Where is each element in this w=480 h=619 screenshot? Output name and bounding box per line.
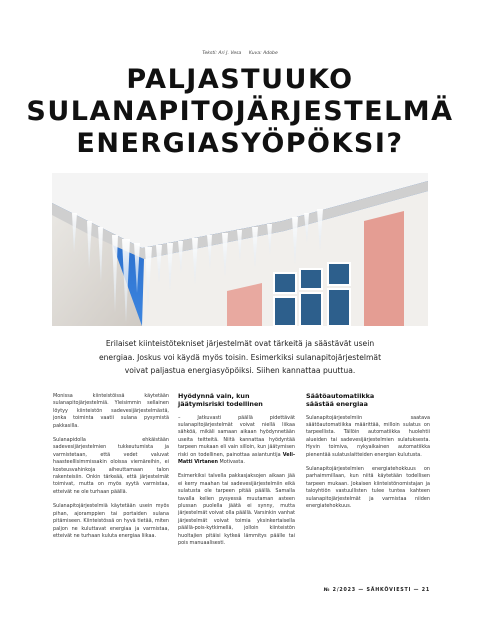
column-1-paragraph-3: Sulanapitojärjestelmiä käytetään usein myös pihan, ajoramppien tai portaiden sulana pitämiseen. Kiinteistössä on hyvä tietää, miten paljon ne kuluttavat energiaa ja varmistaa, etteivät ne turhaan kuluta energiaa liikaa.	[53, 503, 169, 539]
column-1	[53, 393, 169, 547]
credits	[0, 51, 480, 56]
icicles-illustration	[52, 173, 428, 326]
column-1-paragraph-1: Monissa kiinteistöissä käytetään sulanapitojärjestelmiä. Yleisimmin sellainen löytyy kiinteistön sadevesijärjestelmästä, jonka toiminta vaatii sulana pysymistä pakkasilla.	[53, 393, 169, 429]
column-3	[306, 393, 430, 517]
column-3-heading-line-1: Säätöautomatiikka	[306, 392, 375, 400]
text-credit: Teksti: Ari J. Vesa	[202, 51, 242, 56]
column-3-paragraph-1: Sulanapitojärjestelmiin saatava säätöautomatiikka määrittää, milloin sulatus on tarpeellista. Tällöin automatiikka huolehtii alueiden tai sadevesijärjestelmien sulatuksesta. Hyvin toimiva, nykyaikainen automatiikka pienentää sulatuslaitteiden energian kulutusta.	[306, 414, 430, 458]
column-1-paragraph-2: Sulanapidolla ehkäistään sadevesijärjestelmien tukkeutumista ja varmistetaan, että vedet valuvat haasteellisimmissakin oloissa viemäreihin, ei kosteusvahinkoja aiheuttamaan talon rakenteisiin. Onkin tärkeää, että järjestelmät toimivat, mutta on myös syytä varmistaa, etteivät ne ole turhaan päällä.	[53, 437, 169, 495]
headline-line-3: ENERGIASYÖPÖKSI?	[76, 128, 404, 159]
lead-line-1: Erilaiset kiinteistötekniset järjestelmät ovat tärkeitä ja säästävät usein	[105, 339, 375, 348]
expert-name: Veli-Matti Virtanen	[178, 451, 295, 466]
lead-line-2: energiaa. Joskus voi käydä myös toisin. Esimerkiksi sulanapitojärjestelmät	[98, 352, 382, 362]
page-footer: № 2/2023 — SÄHKÖVIESTI — 21	[323, 588, 430, 593]
column-3-paragraph-2: Sulanapitojärjestelmien energiatehokkuus on parhaimmillaan, kun niitä käytetään todellisen tarpeen mukaan. Jokaisen kiinteistönomistajan ja taloyhtiön vastuullisten tulee tuntea kahteen sulanapitojärjestelmät ja varmistaa niiden energiatehokkuus.	[306, 466, 430, 510]
lead-line-3: voivat paljastua energiasyöpöiksi. Siihen kannattaa puuttua.	[124, 366, 356, 376]
column-2	[178, 393, 295, 555]
column-2-heading-line-2: jäätymisriski todellinen	[178, 399, 263, 408]
column-2-paragraph-1-text: – Jatkuvasti päällä pidettävät sulanapitojärjestelmät voivat niellä liikaa sähköä, mikäli samaan aikaan hyödynnetään useita teitteitä. Niitä kannattaa hyödyntää tarpeen mukaan eli vain silloin, kun jäätymisen riski on todellinen, painottaa asiantuntija	[178, 414, 295, 458]
headline-line-2: SULANAPITOJÄRJESTELMÄ	[26, 96, 454, 127]
column-2-heading	[178, 393, 295, 409]
lead-paragraph	[55, 337, 425, 378]
headline-line-1: PALJASTUUKO	[126, 64, 354, 95]
column-2-paragraph-2: Esimerkiksi talvella pakkasjaksojen aikaan jää ei kerry maahan tai sadevesijärjestelmiin eikä sulatusta ole tarpeen pitää päällä. Samalla tavalla kelien pysyessä muutaman asteen plussan puolella jäätä ei synny, mutta järjestelmät voivat olla päällä. Varsinkin vanhat järjestelmät voivat toimia yksinkertaisella päällä-pois-kytkimellä, jolloin kiinteistön huoltajien pitäisi kytkeä lämmitys päälle tai pois manuaalisesti.	[178, 473, 295, 547]
column-3-heading-line-2: säästää energiaa	[306, 399, 368, 408]
column-3-heading	[306, 393, 430, 409]
headline	[20, 64, 460, 160]
column-2-heading-line-1: Hyödynnä vain, kun	[178, 392, 250, 400]
icicles-photo	[52, 173, 428, 326]
photo-credit: Kuva: Adobe	[248, 51, 278, 56]
column-2-paragraph-1-end: Motivasta.	[217, 459, 245, 466]
column-2-paragraph-1	[178, 415, 295, 467]
